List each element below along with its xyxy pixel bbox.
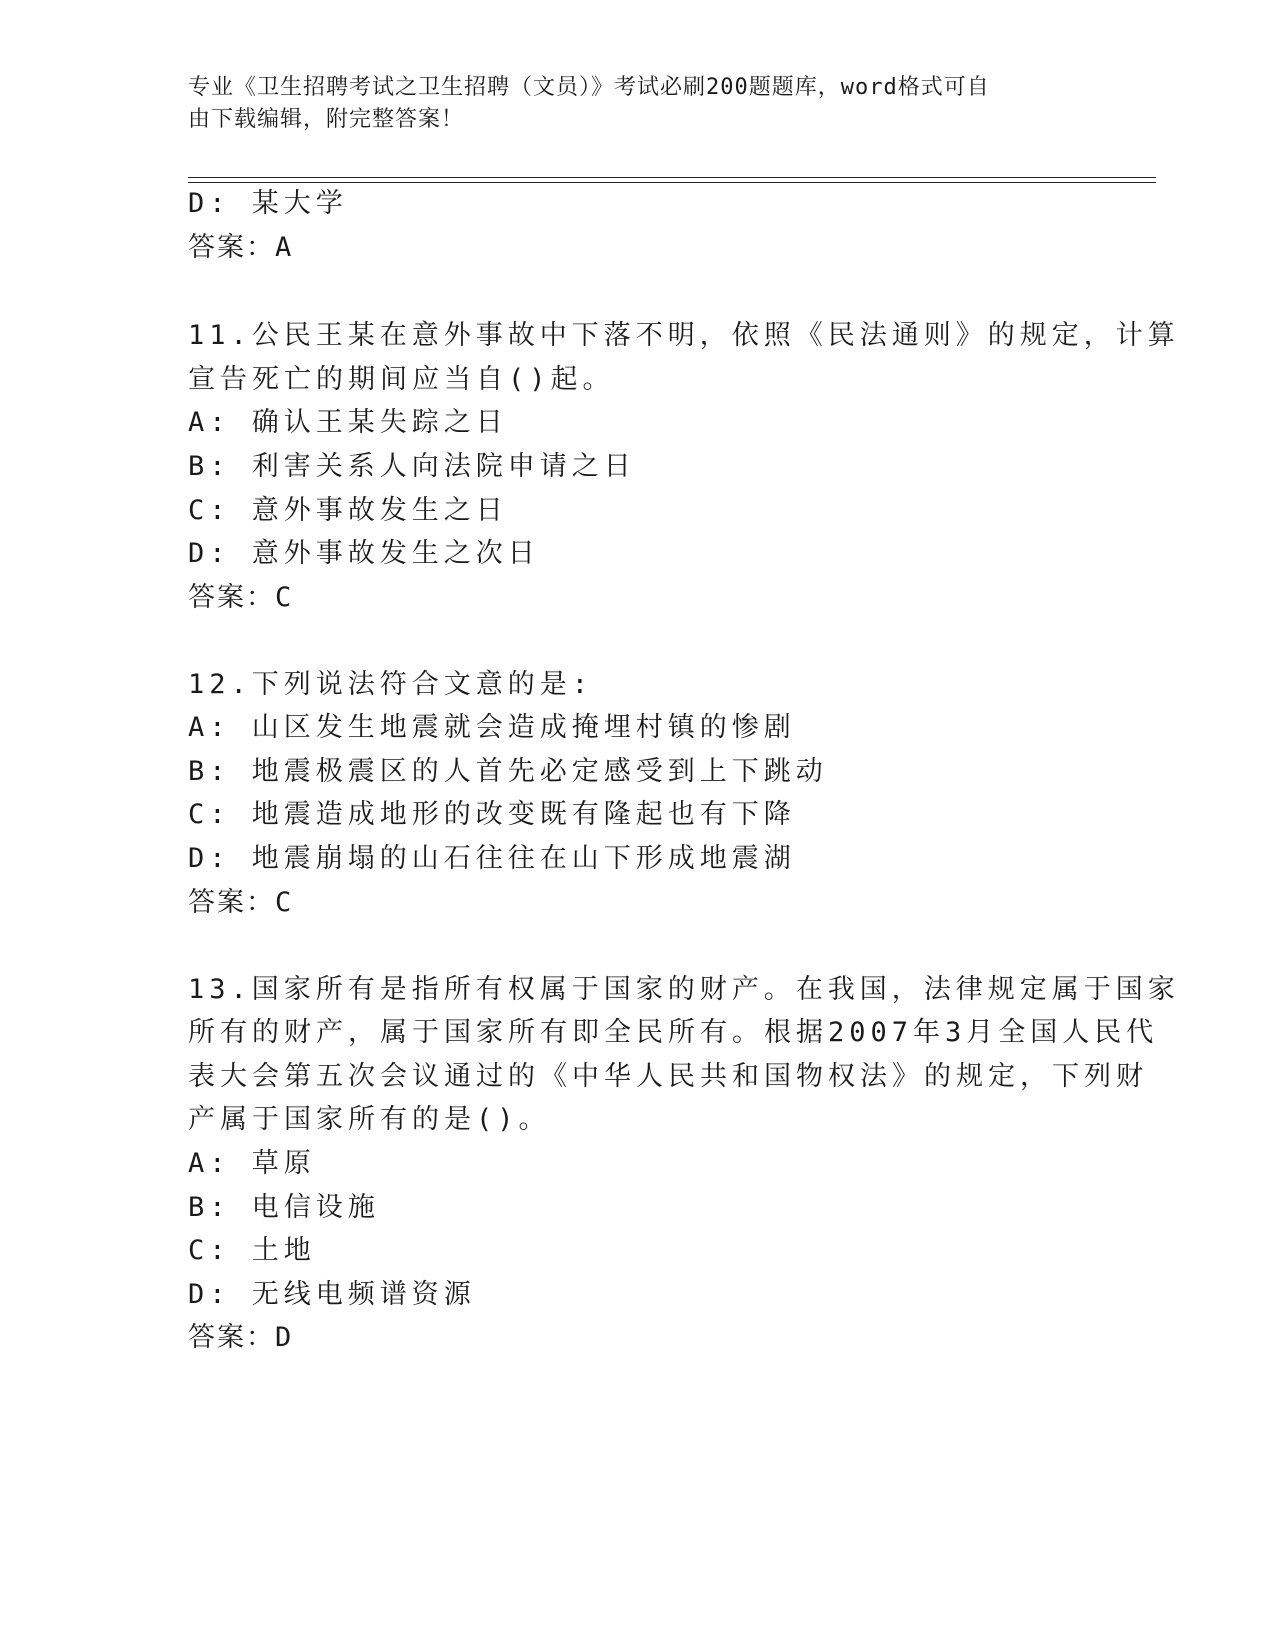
answer-line: 答案：C <box>188 887 294 918</box>
option-d: D: 地震崩塌的山石往往在山下形成地震湖 <box>188 843 796 874</box>
option-a: A: 草原 <box>188 1148 316 1179</box>
header-line: 由下载编辑，附完整答案！ <box>188 107 465 132</box>
header-line: 专业《卫生招聘考试之卫生招聘（文员）》考试必刷200题题库，word格式可自 <box>188 75 990 100</box>
option-d: D: 意外事故发生之次日 <box>188 538 540 569</box>
question-stem: 表大会第五次会议通过的《中华人民共和国物权法》的规定，下列财 <box>188 1061 1148 1092</box>
header-divider <box>188 182 1156 183</box>
option-b: B: 地震极震区的人首先必定感受到上下跳动 <box>188 756 828 787</box>
option-d: D: 无线电频谱资源 <box>188 1279 476 1310</box>
answer-line: 答案：D <box>188 1322 294 1353</box>
question-stem: 所有的财产，属于国家所有即全民所有。根据2007年3月全国人民代 <box>188 1017 1159 1048</box>
option-d: D: 某大学 <box>188 188 348 219</box>
question-stem: 11.公民王某在意外事故中下落不明，依照《民法通则》的规定，计算 <box>188 320 1180 351</box>
answer-line: 答案：A <box>188 232 294 263</box>
question-stem: 产属于国家所有的是()。 <box>188 1104 551 1135</box>
option-c: C: 意外事故发生之日 <box>188 495 508 526</box>
option-a: A: 确认王某失踪之日 <box>188 407 508 438</box>
header-divider <box>188 177 1156 178</box>
option-c: C: 地震造成地形的改变既有隆起也有下降 <box>188 799 796 830</box>
question-stem: 12.下列说法符合文意的是: <box>188 669 594 700</box>
document-header <box>188 72 1068 136</box>
option-a: A: 山区发生地震就会造成掩埋村镇的惨剧 <box>188 712 796 743</box>
answer-line: 答案：C <box>188 582 294 613</box>
question-stem: 13.国家所有是指所有权属于国家的财产。在我国，法律规定属于国家 <box>188 974 1180 1005</box>
option-c: C: 土地 <box>188 1235 316 1266</box>
option-b: B: 利害关系人向法院申请之日 <box>188 451 636 482</box>
option-b: B: 电信设施 <box>188 1192 380 1223</box>
question-stem: 宣告死亡的期间应当自()起。 <box>188 364 615 395</box>
